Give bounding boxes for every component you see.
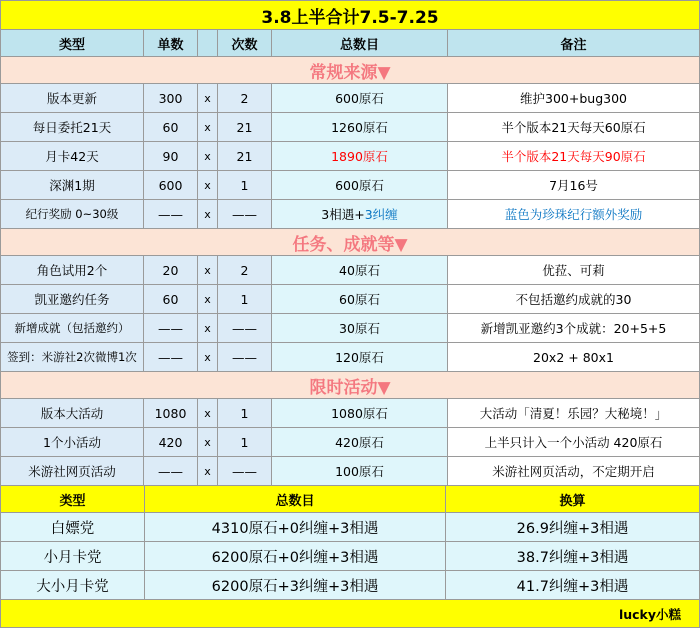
row-type: 每日委托21天 [0,113,144,142]
row-multiply-sign: x [198,457,218,486]
summary-type: 白嫖党 [0,513,145,542]
table-row [0,200,700,229]
header-total: 总数目 [272,30,448,57]
row-times: 1 [218,428,272,457]
row-type: 米游社网页活动 [0,457,144,486]
row-times: —— [218,343,272,372]
row-type: 角色试用2个 [0,256,144,285]
row-total [272,285,448,314]
row-total [272,256,448,285]
summary-row [0,513,700,542]
summary-calc: 38.7纠缠+3相遇 [446,542,700,571]
row-type: 深渊1期 [0,171,144,200]
row-note: 上半只计入一个小活动 420原石 [448,428,700,457]
row-note: 20x2 + 80x1 [448,343,700,372]
table-row [0,457,700,486]
row-times: 2 [218,84,272,113]
row-times: 1 [218,399,272,428]
row-multiply-sign: x [198,200,218,229]
header-count: 单数 [144,30,198,57]
row-multiply-sign: x [198,171,218,200]
row-times: —— [218,200,272,229]
row-total [272,428,448,457]
row-multiply-sign: x [198,256,218,285]
row-times: 21 [218,113,272,142]
header-x [198,30,218,57]
table-row [0,84,700,113]
title-row [0,0,700,30]
summary-calc: 26.9纠缠+3相遇 [446,513,700,542]
row-note: 不包括邀约成就的30 [448,285,700,314]
row-note: 优菈、可莉 [448,256,700,285]
row-times: 21 [218,142,272,171]
summary-type: 大小月卡党 [0,571,145,600]
row-multiply-sign: x [198,285,218,314]
table-row [0,171,700,200]
section-label: 限时活动▼ [0,372,700,399]
row-total [272,457,448,486]
table-row [0,428,700,457]
row-count: 20 [144,256,198,285]
summary-header-row [0,486,700,513]
row-times: 2 [218,256,272,285]
column-header-row [0,30,700,57]
row-total-value: 60原石 [339,292,380,307]
row-type: 月卡42天 [0,142,144,171]
row-multiply-sign: x [198,399,218,428]
row-multiply-sign: x [198,142,218,171]
row-type: 签到：米游社2次微博1次 [0,343,144,372]
row-total [272,142,448,171]
row-type: 版本更新 [0,84,144,113]
row-multiply-sign: x [198,84,218,113]
table-row [0,285,700,314]
row-multiply-sign: x [198,343,218,372]
row-note: 半个版本21天每天60原石 [448,113,700,142]
table-row [0,314,700,343]
row-type: 纪行奖励 0~30级 [0,200,144,229]
summary-type: 小月卡党 [0,542,145,571]
row-total [272,113,448,142]
table-row [0,399,700,428]
row-count: —— [144,314,198,343]
row-total-value: 1080原石 [331,406,388,421]
footer-blank [0,600,446,628]
row-total [272,343,448,372]
row-multiply-sign: x [198,428,218,457]
summary-row [0,571,700,600]
row-total-value: 1890原石 [331,149,388,164]
row-total-value: 120原石 [335,350,384,365]
summary-total: 6200原石+0纠缠+3相遇 [145,542,446,571]
row-total [272,399,448,428]
summary-header-type: 类型 [0,486,145,513]
summary-total: 6200原石+3纠缠+3相遇 [145,571,446,600]
table-row [0,343,700,372]
row-total-value: 100原石 [335,464,384,479]
row-note: 米游社网页活动，不定期开启 [448,457,700,486]
header-note: 备注 [448,30,700,57]
row-total [272,84,448,113]
header-times: 次数 [218,30,272,57]
header-type: 类型 [0,30,144,57]
row-count: 90 [144,142,198,171]
row-note: 7月16号 [448,171,700,200]
row-times: —— [218,457,272,486]
row-count: —— [144,343,198,372]
row-total-value: 600原石 [335,178,384,193]
row-total-value: 40原石 [339,263,380,278]
section-header-row [0,372,700,399]
section-header-row [0,229,700,256]
section-header-row [0,57,700,84]
row-total [272,171,448,200]
row-multiply-sign: x [198,113,218,142]
section-label: 任务、成就等▼ [0,229,700,256]
author-signature: lucky小糕 [446,600,700,628]
row-total-extra: 3纠缠 [364,207,398,222]
row-note: 维护300+bug300 [448,84,700,113]
footer-row [0,600,700,628]
row-type: 新增成就（包括邀约） [0,314,144,343]
row-total-value: 600原石 [335,91,384,106]
row-multiply-sign: x [198,314,218,343]
row-note: 蓝色为珍珠纪行额外奖励 [448,200,700,229]
row-times: 1 [218,171,272,200]
row-count: —— [144,457,198,486]
summary-header-total: 总数目 [145,486,446,513]
row-note: 半个版本21天每天90原石 [448,142,700,171]
summary-rows-container [0,513,700,600]
summary-header-calc: 换算 [446,486,700,513]
summary-calc: 41.7纠缠+3相遇 [446,571,700,600]
row-times: —— [218,314,272,343]
row-total-value: 420原石 [335,435,384,450]
row-count: 60 [144,285,198,314]
row-count: —— [144,200,198,229]
row-note: 大活动「清夏！乐园？大秘境！」 [448,399,700,428]
section-label: 常规来源▼ [0,57,700,84]
row-total-value: 1260原石 [331,120,388,135]
summary-total: 4310原石+0纠缠+3相遇 [145,513,446,542]
table-row [0,142,700,171]
row-count: 420 [144,428,198,457]
row-type: 凯亚邀约任务 [0,285,144,314]
table-row [0,256,700,285]
row-times: 1 [218,285,272,314]
row-count: 60 [144,113,198,142]
row-type: 版本大活动 [0,399,144,428]
sections-container [0,57,700,486]
row-total [272,314,448,343]
row-note: 新增凯亚邀约3个成就：20+5+5 [448,314,700,343]
row-total [272,200,448,229]
row-total-value: 3相遇+ [321,207,365,222]
row-count: 600 [144,171,198,200]
sheet-title: 3.8上半合计7.5-7.25 [0,0,700,30]
table-row [0,113,700,142]
row-type: 1个小活动 [0,428,144,457]
summary-row [0,542,700,571]
row-count: 1080 [144,399,198,428]
row-total-value: 30原石 [339,321,380,336]
row-count: 300 [144,84,198,113]
